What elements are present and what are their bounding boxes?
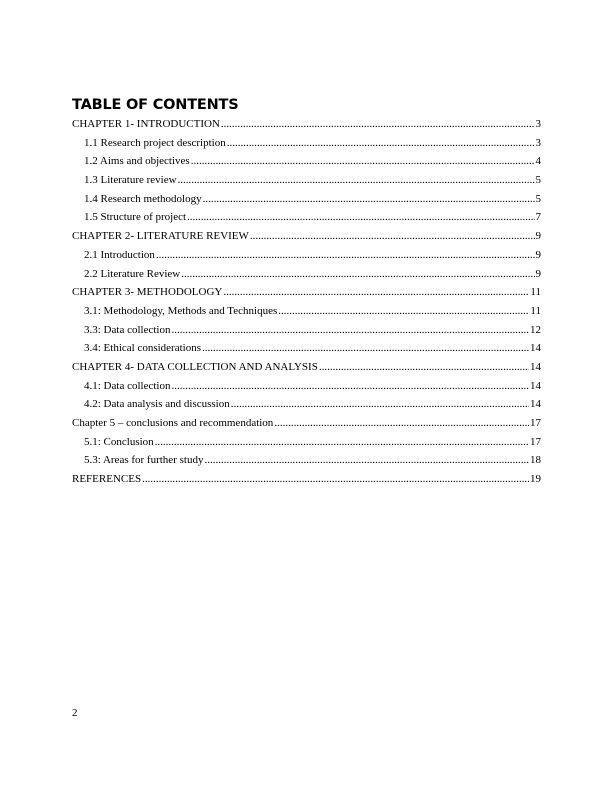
toc-entry-page-number: 12 bbox=[530, 323, 541, 336]
toc-dot-leader bbox=[155, 433, 529, 452]
toc-chapter-entry[interactable] bbox=[72, 283, 541, 302]
toc-entry-page-number: 5 bbox=[535, 192, 541, 205]
toc-entry-page-number: 9 bbox=[535, 230, 541, 243]
toc-entry-title: 1.5 Structure of project bbox=[84, 211, 187, 224]
toc-subsection-entry[interactable] bbox=[72, 433, 541, 452]
toc-entry-page-number: 5 bbox=[535, 174, 541, 187]
toc-entry-page-number: 4 bbox=[535, 155, 541, 168]
toc-dot-leader bbox=[278, 302, 529, 321]
toc-entry-title: 1.4 Research methodology bbox=[84, 192, 202, 205]
toc-entry-title: 1.3 Literature review bbox=[84, 174, 177, 187]
toc-dot-leader bbox=[142, 470, 529, 489]
toc-entry-page-number: 11 bbox=[530, 304, 541, 317]
toc-entry-title: 5.1: Conclusion bbox=[84, 435, 154, 448]
toc-dot-leader bbox=[227, 134, 535, 153]
toc-entry-title: REFERENCES bbox=[72, 473, 142, 486]
toc-dot-leader bbox=[178, 171, 535, 190]
toc-subsection-entry[interactable] bbox=[72, 302, 541, 321]
toc-list bbox=[72, 115, 541, 489]
toc-subsection-entry[interactable] bbox=[72, 451, 541, 470]
toc-entry-title: 3.3: Data collection bbox=[84, 323, 171, 336]
toc-dot-leader bbox=[191, 152, 535, 171]
toc-entry-page-number: 17 bbox=[530, 417, 541, 429]
toc-subsection-entry[interactable] bbox=[72, 246, 541, 265]
toc-entry-title: CHAPTER 2- LITERATURE REVIEW bbox=[72, 230, 249, 243]
toc-subsection-entry[interactable] bbox=[72, 208, 541, 227]
toc-entry-page-number: 19 bbox=[530, 473, 541, 486]
toc-subsection-entry[interactable] bbox=[72, 171, 541, 190]
toc-dot-leader bbox=[156, 246, 535, 265]
toc-entry-page-number: 14 bbox=[530, 379, 541, 392]
toc-chapter-entry[interactable] bbox=[72, 470, 541, 489]
toc-entry-title: 1.2 Aims and objectives bbox=[84, 155, 190, 168]
toc-dot-leader bbox=[202, 339, 529, 358]
toc-entry-title: CHAPTER 1- INTRODUCTION bbox=[72, 118, 220, 130]
toc-chapter-entry[interactable] bbox=[72, 115, 541, 134]
toc-entry-title: 4.1: Data collection bbox=[84, 379, 171, 392]
toc-entry-title: 3.1: Methodology, Methods and Techniques bbox=[84, 304, 278, 317]
toc-dot-leader bbox=[274, 414, 529, 433]
toc-subsection-entry[interactable] bbox=[72, 265, 541, 284]
toc-subsection-entry[interactable] bbox=[72, 395, 541, 414]
toc-dot-leader bbox=[203, 190, 535, 209]
toc-entry-title: 1.1 Research project description bbox=[84, 136, 226, 149]
toc-entry-page-number: 14 bbox=[530, 398, 541, 411]
toc-dot-leader bbox=[319, 358, 529, 377]
toc-entry-title: CHAPTER 4- DATA COLLECTION AND ANALYSIS bbox=[72, 360, 318, 373]
toc-dot-leader bbox=[221, 115, 535, 134]
toc-entry-title: 2.2 Literature Review bbox=[84, 267, 181, 280]
toc-entry-title: 3.4: Ethical considerations bbox=[84, 342, 201, 355]
toc-entry-title: CHAPTER 3- METHODOLOGY bbox=[72, 286, 223, 299]
toc-entry-page-number: 11 bbox=[530, 286, 541, 299]
toc-dot-leader bbox=[171, 377, 529, 396]
toc-chapter-entry[interactable] bbox=[72, 414, 541, 433]
toc-entry-page-number: 18 bbox=[530, 454, 541, 467]
toc-chapter-entry[interactable] bbox=[72, 358, 541, 377]
toc-entry-page-number: 14 bbox=[530, 342, 541, 355]
toc-heading: TABLE OF CONTENTS bbox=[72, 97, 239, 113]
toc-entry-page-number: 3 bbox=[535, 136, 541, 149]
toc-entry-title: Chapter 5 – conclusions and recommendation bbox=[72, 417, 274, 429]
toc-dot-leader bbox=[181, 265, 534, 284]
toc-chapter-entry[interactable] bbox=[72, 227, 541, 246]
toc-entry-title: 2.1 Introduction bbox=[84, 248, 155, 261]
toc-entry-page-number: 7 bbox=[535, 211, 541, 224]
toc-entry-page-number: 3 bbox=[535, 118, 541, 130]
toc-entry-page-number: 9 bbox=[535, 248, 541, 261]
toc-dot-leader bbox=[171, 321, 529, 340]
toc-entry-page-number: 9 bbox=[535, 267, 541, 280]
toc-entry-title: 5.3: Areas for further study bbox=[84, 454, 204, 467]
toc-entry-title: 4.2: Data analysis and discussion bbox=[84, 398, 230, 411]
toc-dot-leader bbox=[187, 208, 534, 227]
toc-entry-page-number: 14 bbox=[530, 360, 541, 373]
toc-dot-leader bbox=[231, 395, 529, 414]
toc-subsection-entry[interactable] bbox=[72, 152, 541, 171]
toc-dot-leader bbox=[223, 283, 529, 302]
toc-dot-leader bbox=[250, 227, 535, 246]
toc-entry-page-number: 17 bbox=[530, 435, 541, 448]
toc-subsection-entry[interactable] bbox=[72, 339, 541, 358]
toc-subsection-entry[interactable] bbox=[72, 190, 541, 209]
toc-subsection-entry[interactable] bbox=[72, 134, 541, 153]
page-number: 2 bbox=[72, 707, 78, 719]
toc-subsection-entry[interactable] bbox=[72, 321, 541, 340]
toc-dot-leader bbox=[204, 451, 529, 470]
toc-subsection-entry[interactable] bbox=[72, 377, 541, 396]
